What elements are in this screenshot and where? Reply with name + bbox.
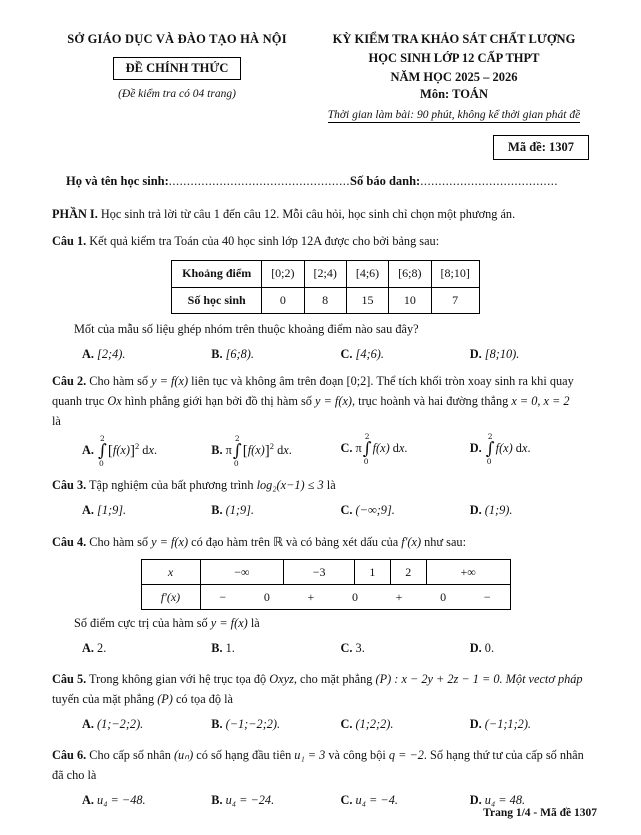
student-name-label: Họ và tên học sinh: [66,174,169,189]
option-a[interactable] [82,501,211,521]
integral-icon: ∫ 2 0 [485,432,495,466]
option-c[interactable] [341,501,470,521]
question-4-prompt-fx: y = f(x) [210,616,248,631]
option-d-letter: D. [469,717,482,732]
option-a-letter: A. [82,443,94,458]
option-d-text: (1;9). [484,502,513,517]
student-id-blank[interactable]: ...................................... [420,174,558,189]
option-b-text: [6;8). [225,346,254,361]
question-4-text-b: có đạo hàm trên ℝ và có bảng xét dấu của [188,534,402,549]
part-1 [52,205,599,810]
student-name-blank[interactable]: .................................................. [168,174,351,189]
row-label-intervals: Khoảng điểm [172,261,262,287]
question-4-prompt-a: Số điểm cực trị của hàm số [74,616,211,631]
option-a[interactable]: A. ∫ 2 0 $[f(x)]^2$ dx. [82,434,158,468]
option-a-letter: A. [82,792,94,807]
document-header [52,30,599,123]
integral-icon: ∫ 2 0 [362,432,372,466]
option-b-letter: B. [211,641,223,656]
question-4-label: Câu 4. [52,534,87,549]
option-d[interactable] [470,639,599,659]
question-5 [52,670,599,710]
question-5-line2-a: tuyến của mặt phẳng [52,692,158,707]
x-value-2: 1 [354,560,390,585]
sign-6: − [483,589,491,604]
question-3-label: Câu 3. [52,477,87,492]
question-4-prompt [52,614,599,634]
table-row [172,287,480,313]
x-value-0: −∞ [200,560,284,585]
question-5-oxyz: Oxyz [269,672,294,687]
question-3-text-a: Tập nghiệm của bất phương trình [89,477,257,492]
option-c-letter: C. [340,441,353,456]
question-2-lines: x = 0, x = 2 [511,393,570,408]
question-5-line2 [52,690,599,710]
page-footer: Trang 1/4 - Mã đề 1307 [483,807,597,819]
question-5-line2-b: có tọa độ là [172,692,233,707]
question-6-line2: đã cho là [52,767,97,782]
question-4-fx: y = f(x) [151,534,189,549]
department-title: SỞ GIÁO DỤC VÀ ĐÀO TẠO HÀ NỘI [67,32,287,46]
question-2 [52,372,599,432]
option-d[interactable] [470,345,599,365]
header-left [52,30,302,100]
option-a-text: [1;9]. [97,502,127,517]
sign-table-row-label-x: x [141,560,200,585]
option-a[interactable] [82,639,211,659]
exam-title-line2: HỌC SINH LỚP 12 CẤP THPT [368,50,540,65]
option-c-text: (−∞;9]. [355,502,395,517]
question-5-text-c: : x − 2y + 2z − 1 = 0. Một vectơ pháp [391,672,583,687]
option-d-text: u₄ = 48. [484,792,526,807]
question-2-line2-c: , trục hoành và hai đường thẳng [352,393,512,408]
option-c[interactable] [341,715,470,735]
sign-3: 0 [351,589,358,604]
question-2-options [52,432,599,468]
question-1-label: Câu 1. [52,234,87,249]
option-c-text: u₄ = −4. [355,792,398,807]
option-d[interactable] [470,501,599,521]
option-b[interactable]: B. π∫ 2 0 $[f(x)]^2$ dx. [211,434,292,468]
interval-cell-4: [8;10] [431,261,479,287]
exam-title-line1: KỲ KIỂM TRA KHẢO SÁT CHẤT LƯỢNG [332,32,576,46]
table-row [172,261,480,287]
question-3-options [52,501,599,521]
header-right [309,30,599,123]
option-a-text: (1;−2;2). [97,717,144,732]
question-5-text-a: Trong không gian với hệ trục tọa độ [89,672,270,687]
question-5-options [52,715,599,735]
question-5-plane-2: (P) [157,692,173,707]
option-c[interactable] [341,791,470,811]
option-b-letter: B. [211,717,223,732]
option-c-letter: C. [340,717,353,732]
interval-cell-1: [2;4) [304,261,346,287]
x-value-3: 2 [390,560,426,585]
option-b[interactable] [211,715,340,735]
option-b-letter: B. [211,346,223,361]
part-1-text: Học sinh trả lời từ câu 1 đến câu 12. Mỗi câu hỏi, học sinh chỉ chọn một phương án. [100,207,516,222]
interval-cell-0: [0;2) [262,261,304,287]
option-a-letter: A. [82,502,94,517]
question-6 [52,746,599,786]
integral-icon: ∫ 2 0 [98,434,107,468]
count-cell-2: 15 [346,287,388,313]
option-b-text: (−1;−2;2). [225,717,281,732]
question-6-u1: u₁ = 3 [294,748,326,763]
option-a[interactable] [82,715,211,735]
option-a-letter: A. [82,346,94,361]
question-6-label: Câu 6. [52,748,87,763]
option-c-text: [4;6). [355,346,384,361]
sign-2: + [307,589,315,604]
exam-title-line3: NĂM HỌC 2025 – 2026 [390,69,518,84]
option-b[interactable] [211,791,340,811]
question-2-interval: [0;2] [346,373,371,388]
frequency-table [171,260,480,314]
row-label-counts: Số học sinh [172,287,262,313]
option-b-text: 1. [225,641,235,656]
count-cell-1: 8 [304,287,346,313]
option-d-letter: D. [469,792,482,807]
question-2-text-a: Cho hàm số [89,373,152,388]
x-value-4: +∞ [426,560,510,585]
sign-table-row-label-fprime: f′(x) [141,585,200,610]
option-b-letter: B. [211,792,223,807]
count-cell-3: 10 [389,287,431,313]
question-3-expr: log₂(x−1) ≤ 3 [256,477,324,492]
question-4-table-wrap [52,559,599,610]
question-1-options [52,345,599,365]
question-4-text-c: như sau: [421,534,466,549]
question-4-prompt-b: là [247,616,260,631]
subject-label: Môn: TOÁN [420,87,488,102]
option-d[interactable]: D. ∫ 2 0 f(x) dx. [469,432,531,466]
option-c-letter: C. [340,792,353,807]
sign-1: 0 [263,589,270,604]
question-2-label: Câu 2. [52,373,87,388]
official-exam-badge: ĐỀ CHÍNH THỨC [113,57,242,80]
option-a[interactable] [82,791,211,811]
pages-note: (Đề kiểm tra có 04 trang) [118,88,236,101]
question-6-text-c: và công bội [325,748,389,763]
interval-cell-3: [6;8) [389,261,431,287]
option-b-letter: B. [211,502,223,517]
question-2-text-c: . Thể tích khối tròn xoay sinh ra khi quay [370,373,574,388]
option-a-text: 2. [97,641,107,656]
integral-icon: ∫ 2 0 [232,434,242,468]
sign-0: − [219,589,227,604]
option-a-text: [2;4). [97,346,126,361]
option-b[interactable] [211,501,340,521]
table-row [141,585,510,610]
question-6-text-a: Cho cấp số nhân [89,748,174,763]
question-2-axis: Ox [107,393,122,408]
question-2-line2 [52,392,599,412]
option-b-text: (1;9]. [225,502,254,517]
question-3-text-b: là [323,477,336,492]
question-1-prompt: Mốt của mẫu số liệu ghép nhóm trên thuộc khoảng điểm nào sau đây? [74,321,419,336]
student-id-label: Số báo danh: [350,174,421,189]
sign-5: 0 [440,589,447,604]
question-6-text-d: . Số hạng thứ tư của cấp số nhân [423,748,584,763]
part-1-heading [52,205,599,225]
option-c-letter: C. [340,502,353,517]
question-6-sequence: (uₙ) [173,748,194,763]
question-3 [52,476,599,496]
option-d-text: 0. [484,641,495,656]
question-5-label: Câu 5. [52,672,87,687]
count-cell-0: 0 [262,287,304,313]
table-row [141,560,510,585]
question-1-table-wrap [52,260,599,314]
option-b-letter: B. [211,443,223,458]
option-d-letter: D. [469,346,482,361]
option-d-text: [8;10). [484,346,520,361]
option-c-text: (1;2;2). [355,717,394,732]
question-4 [52,533,599,553]
sign-row-cells [200,585,510,610]
option-b[interactable] [211,639,340,659]
question-4-fpx: f′(x) [401,534,422,549]
option-c[interactable] [341,639,470,659]
interval-cell-2: [4;6) [346,261,388,287]
sign-4: + [395,589,403,604]
x-value-1: −3 [284,560,355,585]
option-d-text: (−1;1;2). [484,717,531,732]
option-d-letter: D. [469,441,482,456]
sign-table [141,559,511,610]
option-a-letter: A. [82,641,94,656]
question-4-options [52,639,599,659]
question-2-line2-a: quanh trục [52,393,108,408]
duration-note: Thời gian làm bài: 90 phút, không kể thời gian phát đề [327,109,581,122]
question-6-text-b: có số hạng đầu tiên [193,748,295,763]
option-b-text: u₄ = −24. [225,792,275,807]
option-a-letter: A. [82,717,94,732]
option-d-letter: D. [469,502,482,517]
count-cell-4: 7 [431,287,479,313]
question-5-plane-1: (P) [375,672,392,687]
option-a[interactable] [82,345,211,365]
question-4-text-a: Cho hàm số [89,534,152,549]
question-2-line2-b: hình phẳng giới hạn bởi đồ thị hàm số [121,393,316,408]
option-a-text: u₄ = −48. [97,792,146,807]
question-6-ratio: q = −2 [388,748,424,763]
option-b[interactable] [211,345,340,365]
exam-code-row [52,135,599,160]
question-2-fx2: y = f(x) [315,393,352,408]
question-1 [52,232,599,252]
part-1-label: PHẦN I. [52,207,98,222]
option-c[interactable]: C. π∫ 2 0 f(x) dx. [340,432,408,466]
question-5-text-b: , cho mặt phẳng [293,672,376,687]
exam-code-badge: Mã đề: 1307 [493,135,589,160]
option-c[interactable] [341,345,470,365]
student-info-row [52,174,599,189]
option-c-letter: C. [340,346,353,361]
question-2-fx: y = f(x) [151,373,189,388]
option-d-letter: D. [469,641,482,656]
question-2-line3: là [52,413,61,428]
option-c-letter: C. [340,641,353,656]
question-2-text-b: liên tục và không âm trên đoạn [188,373,347,388]
option-c-text: 3. [355,641,365,656]
question-1-text: Kết quả kiểm tra Toán của 40 học sinh lớp 12A được cho bởi bảng sau: [89,234,440,249]
option-d[interactable] [470,715,599,735]
